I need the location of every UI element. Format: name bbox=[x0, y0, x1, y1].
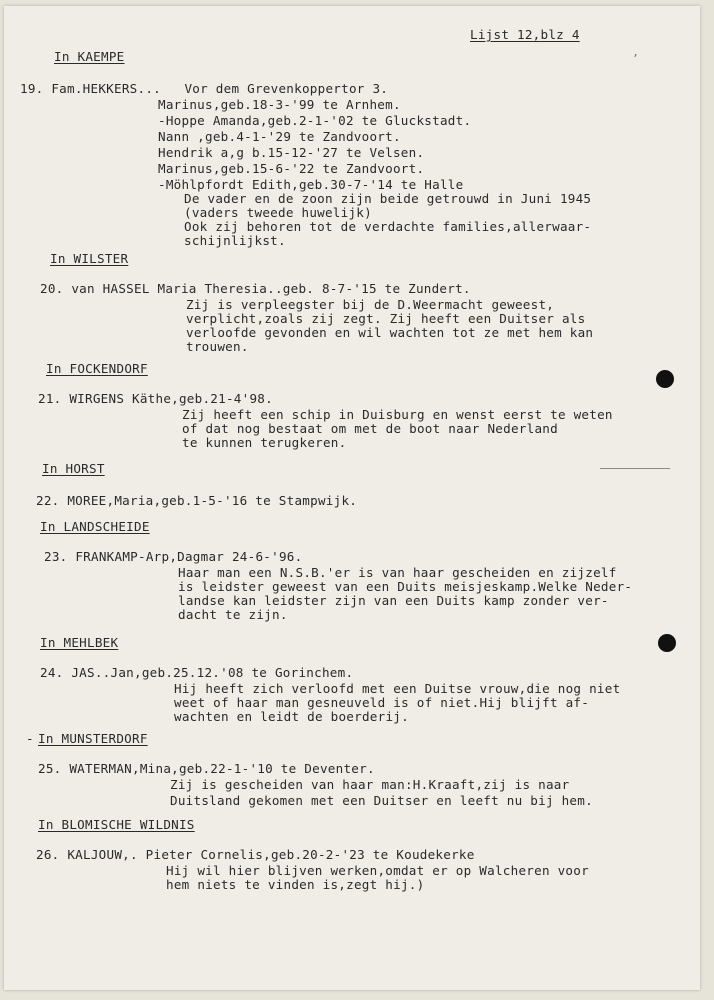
entry-line: hem niets te vinden is,zegt hij.) bbox=[166, 877, 425, 892]
section-heading: In MUNSTERDORF bbox=[38, 731, 148, 746]
entry-line: landse kan leidster zijn van een Duits kamp zonder ver- bbox=[178, 593, 609, 608]
entry-line: Zij is gescheiden van haar man:H.Kraaft,zij is naar bbox=[170, 777, 570, 792]
entry-head: 25. WATERMAN,Mina,geb.22-1-'10 te Deventer. bbox=[38, 761, 375, 776]
section-heading: In KAEMPE bbox=[54, 49, 125, 64]
entry-line: Ook zij behoren tot de verdachte families,allerwaar- bbox=[184, 219, 592, 234]
entry-head: 22. MOREE,Maria,geb.1-5-'16 te Stampwijk. bbox=[36, 493, 358, 508]
section-heading: In LANDSCHEIDE bbox=[40, 519, 150, 534]
entry-line: Zij is verpleegster bij de D.Weermacht geweest, bbox=[186, 297, 555, 312]
entry-line: dacht te zijn. bbox=[178, 607, 288, 622]
entry-line: Marinus,geb.15-6-'22 te Zandvoort. bbox=[158, 161, 425, 176]
section-heading: In WILSTER bbox=[50, 251, 129, 266]
entry-head: 20. van HASSEL Maria Theresia..geb. 8-7-'15 te Zundert. bbox=[40, 281, 471, 296]
section-heading: In MEHLBEK bbox=[40, 635, 119, 650]
corner-mark: ’ bbox=[632, 52, 639, 65]
entry-head: 24. JAS..Jan,geb.25.12.'08 te Gorinchem. bbox=[40, 665, 354, 680]
entry-line: trouwen. bbox=[186, 339, 249, 354]
margin-dash: - bbox=[26, 731, 34, 746]
entry-line: schijnlijkst. bbox=[184, 233, 286, 248]
faint-dash bbox=[600, 468, 670, 469]
entry-line: verloofde gevonden en wil wachten tot ze met hem kan bbox=[186, 325, 594, 340]
entry-line: Hij heeft zich verloofd met een Duitse vrouw,die nog niet bbox=[174, 681, 621, 696]
entry-line: Nann ,geb.4-1-'29 te Zandvoort. bbox=[158, 129, 401, 144]
entry-line: Zij heeft een schip in Duisburg en wenst eerst te weten bbox=[182, 407, 613, 422]
section-heading: In FOCKENDORF bbox=[46, 361, 148, 376]
punch-hole bbox=[658, 634, 676, 652]
entry-line: Hendrik a,g b.15-12-'27 te Velsen. bbox=[158, 145, 425, 160]
entry-line: te kunnen terugkeren. bbox=[182, 435, 347, 450]
entry-line: of dat nog bestaat om met de boot naar Nederland bbox=[182, 421, 558, 436]
punch-hole bbox=[656, 370, 674, 388]
entry-line: Haar man een N.S.B.'er is van haar gescheiden en zijzelf bbox=[178, 565, 617, 580]
section-heading: In HORST bbox=[42, 461, 105, 476]
document-page bbox=[4, 6, 700, 990]
entry-line: -Hoppe Amanda,geb.2-1-'02 te Gluckstadt. bbox=[158, 113, 472, 128]
entry-head: 21. WIRGENS Käthe,geb.21-4'98. bbox=[38, 391, 273, 406]
entry-line: -Möhlpfordt Edith,geb.30-7-'14 te Halle bbox=[158, 177, 464, 192]
entry-head: 23. FRANKAMP-Arp,Dagmar 24-6-'96. bbox=[44, 549, 303, 564]
entry-line: wachten en leidt de boerderij. bbox=[174, 709, 409, 724]
entry-line: Marinus,geb.18-3-'99 te Arnhem. bbox=[158, 97, 401, 112]
list-label: Lijst 12,blz 4 bbox=[470, 27, 580, 42]
section-heading: In BLOMISCHE WILDNIS bbox=[38, 817, 195, 832]
entry-head: 19. Fam.HEKKERS... Vor dem Grevenkoppertor 3. bbox=[20, 81, 389, 96]
entry-head: 26. KALJOUW,. Pieter Cornelis,geb.20-2-'23 te Koudekerke bbox=[36, 847, 475, 862]
entry-line: verplicht,zoals zij zegt. Zij heeft een Duitser als bbox=[186, 311, 586, 326]
entry-line: weet of haar man gesneuveld is of niet.Hij blijft af- bbox=[174, 695, 590, 710]
entry-line: De vader en de zoon zijn beide getrouwd in Juni 1945 bbox=[184, 191, 592, 206]
entry-line: (vaders tweede huwelijk) bbox=[184, 205, 372, 220]
entry-line: Hij wil hier blijven werken,omdat er op Walcheren voor bbox=[166, 863, 589, 878]
entry-line: is leidster geweest van een Duits meisjeskamp.Welke Neder- bbox=[178, 579, 633, 594]
entry-line: Duitsland gekomen met een Duitser en leeft nu bij hem. bbox=[170, 793, 593, 808]
